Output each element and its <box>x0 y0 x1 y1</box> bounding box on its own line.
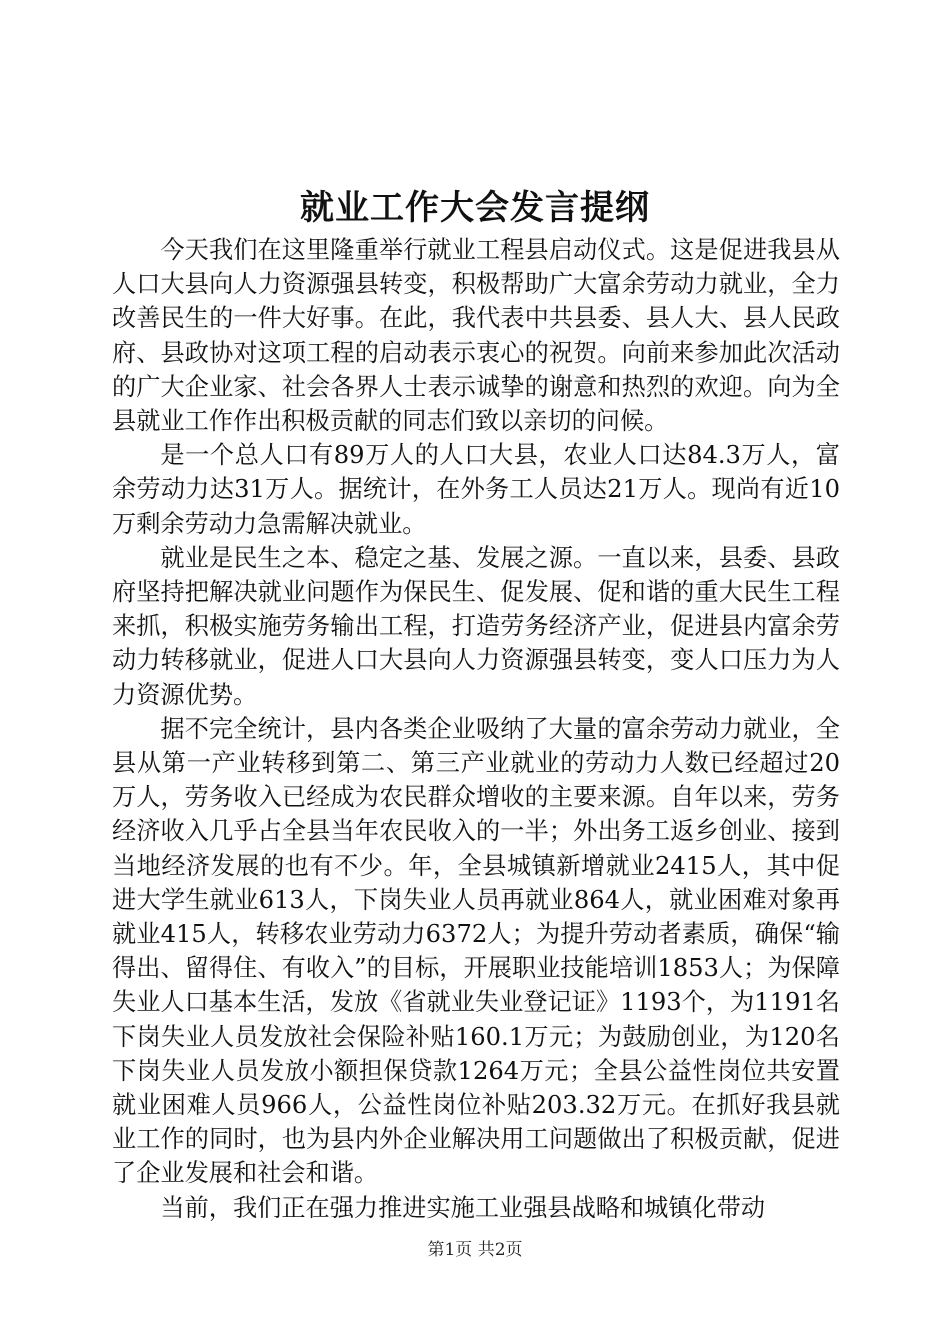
paragraph-employment-policy: 就业是民生之本、稳定之基、发展之源。一直以来，县委、县政府坚持把解决就业问题作为保民生、促发展、促和谐的重大民生工程来抓，积极实施劳务输出工程，打造劳务经济产业，促进县内富余劳动力转移就业，促进人口大县向人力资源强县转变，变人口压力为人力资源优势。 <box>112 543 840 709</box>
page-footer: 第1页 共2页 <box>427 1240 523 1260</box>
paragraph-opening: 今天我们在这里隆重举行就业工程县启动仪式。这是促进我县从人口大县向人力资源强县转变，积极帮助广大富余劳动力就业，全力改善民生的一件大好事。在此，我代表中共县委、县人大、县人民政府、县政协对这项工程的启动表示衷心的祝贺。向前来参加此次活动的广大企业家、社会各界人士表示诚挚的谢意和热烈的欢迎。向为全县就业工作作出积极贡献的同志们致以亲切的问候。 <box>112 236 840 436</box>
paragraph-current: 当前，我们正在强力推进实施工业强县战略和城镇化带动 <box>160 1193 766 1222</box>
paragraph-population: 是一个总人口有89万人的人口大县，农业人口达84.3万人，富余劳动力达31万人。据统计，在外务工人员达21万人。现尚有近10万剩余劳动力急需解决就业。 <box>112 441 840 538</box>
document-title: 就业工作大会发言提纲 <box>300 188 650 228</box>
document-body <box>112 233 840 1225</box>
paragraph-statistics: 据不完全统计，县内各类企业吸纳了大量的富余劳动力就业，全县从第一产业转移到第二、第三产业就业的劳动力人数已经超过20万人，劳务收入已经成为农民群众增收的主要来源。自年以来，劳务经济收入几乎占全县当年农民收入的一半；外出务工返乡创业、接到当地经济发展的也有不少。年，全县城镇新增就业2415人，其中促进大学生就业613人，下岗失业人员再就业864人，就业困难对象再就业415人，转移农业劳动力6372人；为提升劳动者素质，确保“输得出、留得住、有收入”的目标，开展职业技能培训1853人；为保障失业人口基本生活，发放《省就业失业登记证》1193个，为1191名下岗失业人员发放社会保险补贴160.1万元；为鼓励创业，为120名下岗失业人员发放小额担保贷款1264万元；全县公益性岗位共安置就业困难人员966人，公益性岗位补贴203.32万元。在抓好我县就业工作的同时，也为县内外企业解决用工问题做出了积极贡献，促进了企业发展和社会和谐。 <box>112 714 840 1188</box>
